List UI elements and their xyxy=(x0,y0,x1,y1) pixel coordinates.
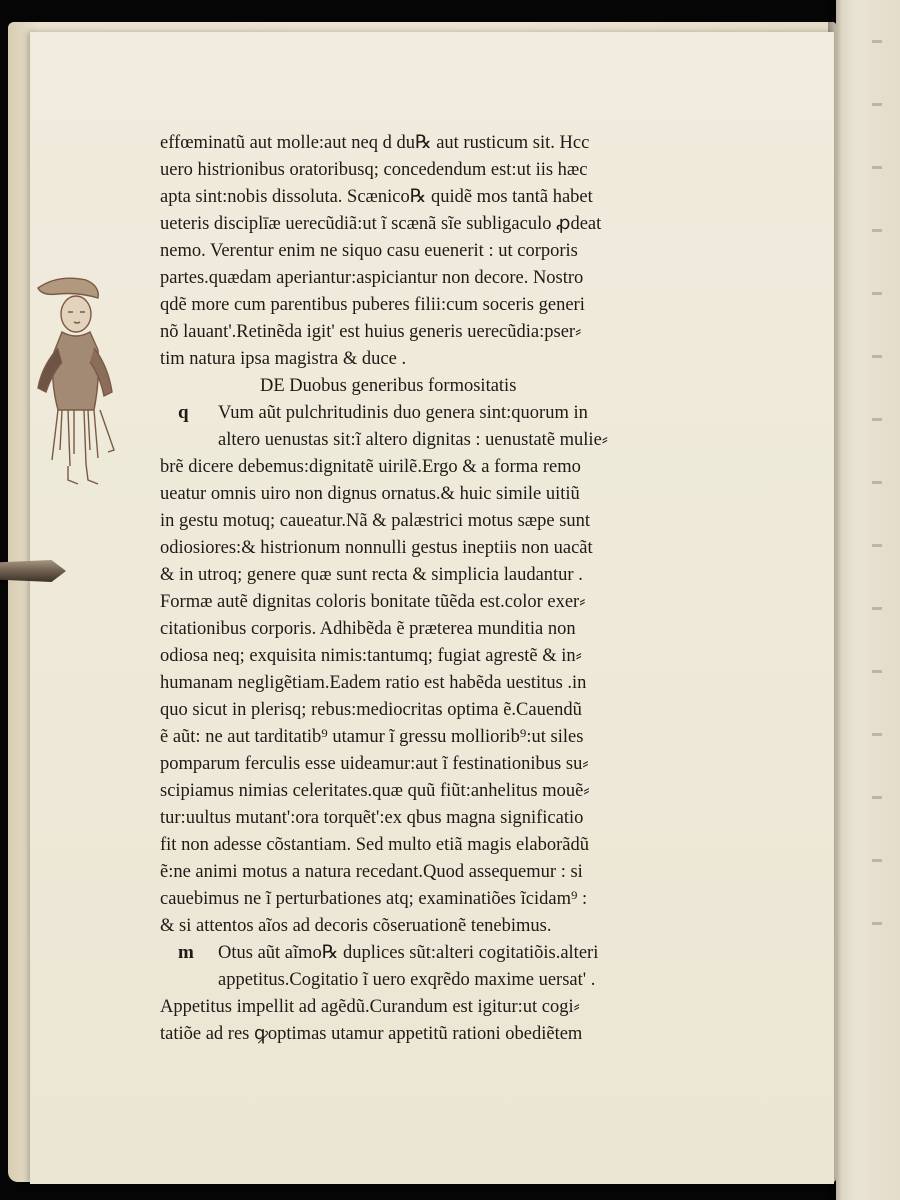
text-line: & si attentos aĩos ad decoris cõseruationẽ tenebimus. xyxy=(160,916,552,936)
text-line: in gestu motuq; caueatur.Nã & palæstrici motus sæpe sunt xyxy=(160,511,591,531)
guide-letter: m xyxy=(178,942,194,963)
text-line: uero histrionibus oratoribusq; concedendum est:ut iis hæc xyxy=(160,160,588,180)
text-line: Otus aũt aĩmo℞ duplices sũt:alteri cogitatiõis.alteri xyxy=(218,943,599,963)
book-page xyxy=(30,32,834,1184)
facing-page-edge xyxy=(836,0,900,1200)
text-line: qdẽ more cum parentibus puberes filii:cum soceris generi xyxy=(160,295,585,315)
text-line: cauebimus ne ĩ perturbationes atq; examinatiões ĩcidam⁹ : xyxy=(160,889,588,909)
text-line: tim natura ipsa magistra & duce . xyxy=(160,349,407,369)
text-line: altero uenustas sit:ĩ altero dignitas : uenustatẽ mulie⸗ xyxy=(218,430,608,450)
text-line: tatiõe ad res ꝙoptimas utamur appetitũ rationi obediẽtem xyxy=(160,1024,583,1044)
drawn-figure-icon xyxy=(28,270,124,500)
text-line: partes.quædam aperiantur:aspiciantur non decore. Nostro xyxy=(160,268,584,288)
text-line: quo sicut in plerisq; rebus:mediocritas optima ẽ.Cauendũ xyxy=(160,700,582,720)
guide-letter: q xyxy=(178,402,189,423)
text-line: Formæ autẽ dignitas coloris bonitate tũẽda est.color exer⸗ xyxy=(160,592,586,612)
text-line: effœminatũ aut molle:aut neq d du℞ aut rusticum sit. Hcc xyxy=(160,133,590,153)
text-line: ẽ aũt: ne aut tarditatib⁹ utamur ĩ gressu molliorib⁹:ut siles xyxy=(160,727,584,747)
text-line: fit non adesse cõstantiam. Sed multo etiã magis elaborãdũ xyxy=(160,835,589,855)
text-line: scipiamus nimias celeritates.quæ quũ fiũt:anhelitus mouẽ⸗ xyxy=(160,781,590,801)
text-line: pomparum ferculis esse uideamur:aut ĩ festinationibus su⸗ xyxy=(160,754,589,774)
section-heading: DE Duobus generibus formositatis xyxy=(260,376,517,396)
text-line: Appetitus impellit ad agẽdũ.Curandum est igitur:ut cogi⸗ xyxy=(160,997,580,1017)
text-line: ẽ:ne animi motus a natura recedant.Quod assequemur : si xyxy=(160,862,583,882)
text-line: nõ lauant'.Retinẽda igit' est huius generis uerecũdia:pser⸗ xyxy=(160,322,582,342)
text-line: tur:uultus mutant':ora torquẽt':ex qbus magna significatio xyxy=(160,808,584,828)
text-line: appetitus.Cogitatio ĩ uero exqrẽdo maxime uersat' . xyxy=(218,970,596,990)
text-line: brẽ dicere debemus:dignitatẽ uirilẽ.Ergo & a forma remo xyxy=(160,457,581,477)
text-line: Vum aũt pulchritudinis duo genera sint:quorum in xyxy=(218,403,588,423)
text-line: humanam negligẽtiam.Eadem ratio est habẽda uestitus .in xyxy=(160,673,587,693)
text-line: ueteris disciplīæ uerecũdiã:ut ĩ scænã sĩe subligaculo ꝓdeat xyxy=(160,214,602,234)
text-line: odiosiores:& histrionum nonnulli gestus ineptiis non uacãt xyxy=(160,538,593,558)
text-line: & in utroq; genere quæ sunt recta & simplicia laudantur . xyxy=(160,565,583,585)
text-line: apta sint:nobis dissoluta. Scænico℞ quidẽ mos tantã habet xyxy=(160,187,593,207)
text-line: nemo. Verentur enim ne siquo casu euenerit : ut corporis xyxy=(160,241,578,261)
text-line: odiosa neq; exquisita nimis:tantumq; fugiat agrestẽ & in⸗ xyxy=(160,646,582,666)
text-line: citationibus corporis. Adhibẽda ẽ præterea munditia non xyxy=(160,619,576,639)
text-line: ueatur omnis uiro non dignus ornatus.& huic simile uitiũ xyxy=(160,484,580,504)
